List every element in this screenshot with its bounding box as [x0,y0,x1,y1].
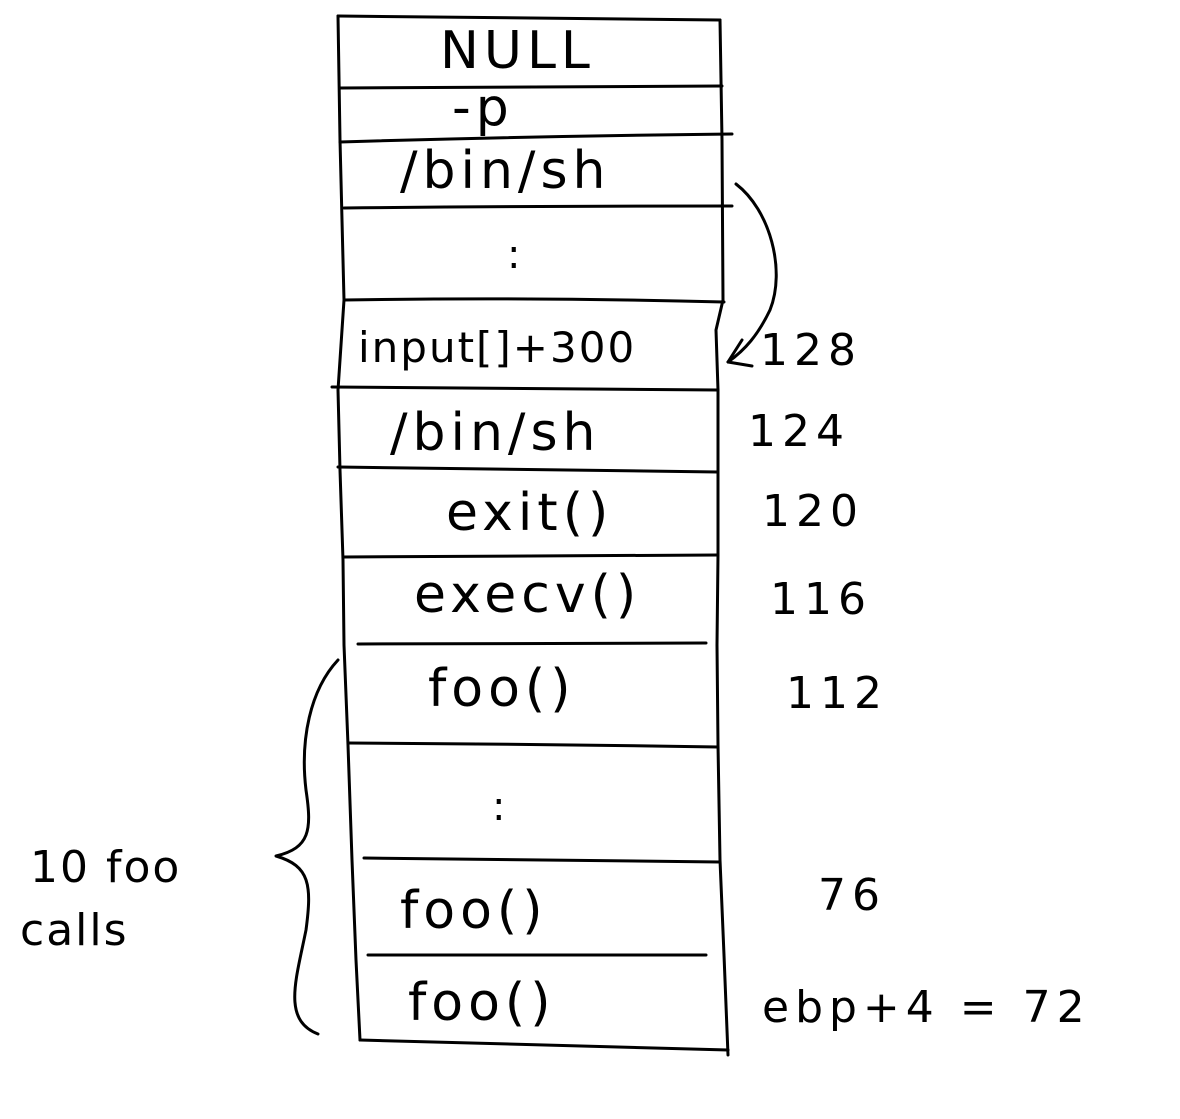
divider-foo-gap [348,743,718,747]
brace-label-line1: 10 foo [30,842,182,893]
cell-label-foo-3: foo() [408,973,556,1033]
cell-label-gap-foo: : [492,784,506,830]
divider-top [338,16,720,20]
divider-exit-execv [343,555,718,557]
foo-calls-brace [276,660,338,1034]
divider-binsh-exit [338,467,718,472]
cell-label-gap-top: : [507,232,521,278]
offset-label-foo-3: ebp+4 = 72 [762,982,1091,1033]
offset-label-foo-2: 76 [818,870,886,921]
offset-label-binsh: 124 [748,406,850,457]
stack-left-border [338,16,360,1040]
brace-label-line2: calls [20,905,129,956]
divider-gap-input [344,299,724,302]
cell-label-input300: input[]+300 [358,323,637,372]
divider-execv-foo [358,643,706,644]
stack-right-border [716,20,728,1055]
offset-label-execv: 116 [770,574,872,625]
cell-label-null: NULL [440,21,595,81]
divider-input-binsh [332,387,718,390]
offset-label-exit: 120 [762,486,864,537]
divider-binsh-gap [344,206,732,208]
divider-gap-foo2 [364,858,720,862]
cell-label-binsh-top: /bin/sh [400,141,611,201]
cell-label-binsh: /bin/sh [390,403,601,463]
cell-label-foo-1: foo() [428,659,576,719]
offset-label-input300: 128 [760,325,862,376]
divider-bottom [360,1040,728,1050]
cell-label-execv: execv() [414,565,642,625]
cell-label-foo-2: foo() [400,881,548,941]
cell-label-exit: exit() [446,483,614,543]
divider-null-p [340,86,722,88]
cell-label-p: -p [452,78,514,138]
offset-label-foo-1: 112 [786,668,888,719]
